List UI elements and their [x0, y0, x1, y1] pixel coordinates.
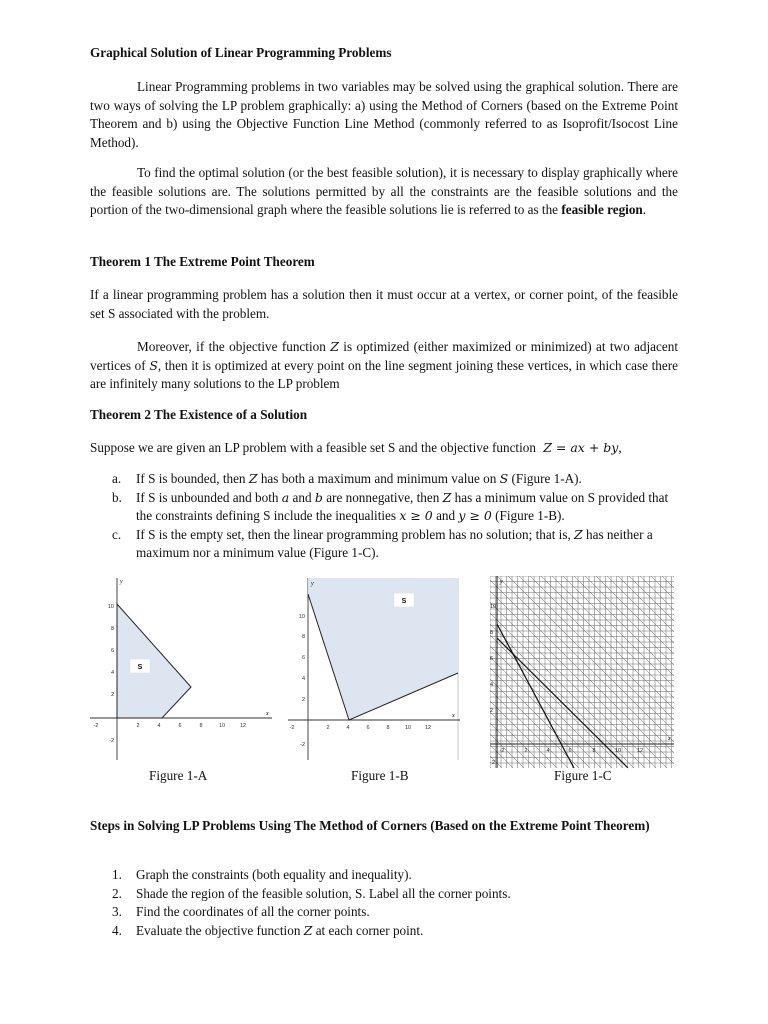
- list-text: Find the coordinates of all the corner points.: [136, 904, 370, 920]
- y-tick-label: 6: [301, 655, 305, 661]
- hatch-line: [488, 576, 579, 768]
- list-math: S: [499, 471, 509, 486]
- x-tick-label: 10: [614, 748, 622, 754]
- y-tick-label: 10: [490, 604, 497, 610]
- list-text: If S is bounded, then: [136, 471, 249, 486]
- figure-1c-graph: [488, 574, 676, 770]
- x-tick-label: 8: [199, 723, 203, 729]
- t2-intro-end: ,: [618, 440, 622, 455]
- y-tick-label: 4: [110, 670, 114, 676]
- t1p2-a: Moreover, if the objective function: [137, 339, 331, 354]
- y-axis-label: y: [120, 579, 123, 585]
- y-tick-label: 10: [107, 604, 114, 610]
- figure-1a-caption: Figure 1-A: [149, 768, 208, 783]
- x-tick-label: 12: [239, 723, 247, 729]
- theorem-2-heading: Theorem 2 The Existence of a Solution: [90, 407, 308, 422]
- region-label: S: [137, 664, 143, 671]
- x-tick-label: 2: [524, 748, 528, 754]
- theorem-1-paragraph-2: [90, 338, 678, 394]
- x-tick-label: 6: [568, 748, 572, 754]
- x-tick-label: 10: [218, 723, 226, 729]
- steps-heading: Steps in Solving LP Problems Using The Method of Corners (Based on the Extreme Point Theorem): [90, 818, 650, 833]
- document-title: Graphical Solution of Linear Programming Problems: [90, 45, 392, 60]
- list-text: at each corner point.: [312, 922, 424, 938]
- figure-1a-graph: [86, 574, 276, 764]
- list-item: [90, 922, 678, 941]
- x-tick-label: 6: [366, 725, 370, 731]
- x-tick-label: 12: [424, 725, 432, 731]
- t2-intro-text: Suppose we are given an LP problem with a feasible set S and the objective function: [90, 440, 540, 455]
- x-axis-label: x: [668, 736, 671, 742]
- theorem-2-intro: [90, 439, 678, 458]
- list-text: Shade the region of the feasible solution, S. Label all the corner points.: [136, 885, 511, 901]
- list-text: and: [289, 489, 315, 505]
- x-tick-label: 10: [404, 725, 412, 731]
- figure-1b-graph: [284, 574, 464, 764]
- y-axis-label: y: [311, 581, 314, 587]
- list-marker: 4.: [112, 922, 122, 938]
- y-tick-label: -2: [109, 738, 114, 744]
- theorem-1-paragraph-1: If a linear programming problem has a solution then it must occur at a vertex, or corner point, of the feasible set S associated with the problem.: [90, 287, 678, 321]
- theorem-1-heading: Theorem 1 The Extreme Point Theorem: [90, 254, 315, 269]
- x-tick-label: 8: [592, 748, 596, 754]
- x-tick-label: 4: [546, 748, 550, 754]
- intro-p2-text: To find the optimal solution (or the best feasible solution), it is necessary to display graphically where the feasible solutions are. The solutions permitted by all the constraints are the feasible solutions and the portion of the two-dimensional graph where the feasible solutions lie is referred to as the: [90, 165, 678, 218]
- list-text: Evaluate the objective function: [136, 922, 304, 938]
- theorem-2-list: [90, 470, 678, 563]
- x-tick-label: -2: [499, 748, 505, 754]
- list-marker: c.: [112, 526, 122, 542]
- list-math: Z: [574, 526, 583, 542]
- constraint-line-2: [497, 638, 628, 768]
- intro-paragraph-2: [90, 164, 678, 220]
- y-tick-label: -2: [300, 742, 305, 748]
- t1p2-z: Z: [330, 339, 339, 354]
- y-tick-label: 4: [490, 682, 494, 688]
- list-text: Graph the constraints (both equality and inequality).: [136, 867, 412, 882]
- x-tick-label: 4: [346, 725, 350, 731]
- x-tick-label: 2: [136, 723, 140, 729]
- list-item: [90, 866, 678, 885]
- list-marker: 1.: [112, 867, 122, 882]
- list-math: b: [314, 489, 323, 505]
- list-text: has neither a maximum nor a minimum value (Figure 1-C).: [136, 526, 653, 561]
- list-marker: b.: [112, 489, 122, 505]
- hatch-line: [563, 576, 676, 768]
- x-axis-label: x: [452, 713, 455, 719]
- hatch-line: [488, 576, 601, 768]
- y-tick-label: 2: [110, 692, 114, 698]
- list-math: y ≥ 0: [458, 508, 492, 524]
- intro-p2-end: .: [642, 202, 647, 218]
- list-marker: 3.: [112, 904, 122, 920]
- list-item: [90, 885, 678, 904]
- x-tick-label: 4: [157, 723, 161, 729]
- y-tick-label: 10: [298, 614, 305, 620]
- list-text: and: [432, 508, 459, 524]
- feasible-region-s: [308, 578, 458, 720]
- list-item: [90, 903, 678, 922]
- steps-list: [90, 866, 678, 940]
- grid-pattern: [488, 576, 676, 768]
- region-label: S: [401, 598, 407, 605]
- list-marker: 2.: [112, 885, 122, 901]
- list-text: If S is unbounded and both: [136, 489, 282, 505]
- y-tick-label: 4: [301, 676, 305, 682]
- list-math: Z: [442, 489, 452, 505]
- list-text: has a minimum value on S provided that the constraints defining S include the inequalities: [136, 489, 669, 524]
- hatch-line: [519, 576, 676, 768]
- list-math: Z: [248, 471, 258, 486]
- figure-1a: [86, 574, 276, 764]
- y-tick-label: 2: [490, 708, 494, 714]
- list-math: a: [281, 489, 290, 505]
- list-marker: a.: [112, 471, 122, 486]
- x-tick-label: 2: [326, 725, 330, 731]
- t2-formula: Z = ax + by: [543, 440, 619, 455]
- list-text: has both a maximum and minimum value on: [257, 471, 500, 486]
- x-axis-label: x: [266, 711, 269, 717]
- x-tick-label: -2: [93, 723, 99, 729]
- list-math: x ≥ 0: [399, 508, 433, 524]
- figure-1c-caption: Figure 1-C: [554, 768, 612, 783]
- x-tick-label: -2: [289, 725, 295, 731]
- intro-paragraph-1: Linear Programming problems in two variables may be solved using the graphical solution. There are two ways of solving the LP problem graphically: a) using the Method of Corners (based on the Extreme Point Theorem and b) using the Objective Function Line Method (commonly referred to as Isoprofit/Isocost Line Method).: [90, 79, 678, 150]
- y-tick-label: 8: [301, 634, 305, 640]
- t1p2-b: is optimized (either maximized or minimized) at two adjacent vertices of: [90, 339, 678, 373]
- feasible-region-s: [117, 604, 191, 718]
- hatch-line: [488, 576, 645, 768]
- list-text: (Figure 1-A).: [508, 471, 582, 486]
- hatch-line: [607, 576, 676, 768]
- list-text: are nonnegative, then: [322, 489, 443, 505]
- x-tick-label: 8: [386, 725, 390, 731]
- figure-1b: [284, 574, 464, 764]
- y-tick-label: 8: [110, 626, 114, 632]
- list-text: If S is the empty set, then the linear programming problem has no solution; that is,: [136, 526, 575, 542]
- list-math: Z: [303, 922, 313, 938]
- list-item: [90, 526, 678, 563]
- t1p2-c: , then it is optimized at every point on the line segment joining these vertices, in which case there are infinitely many solutions to the LP problem: [90, 357, 678, 392]
- list-item: [90, 470, 678, 489]
- x-tick-label: 12: [636, 748, 644, 754]
- figure-1b-caption: Figure 1-B: [351, 768, 409, 783]
- t1p2-s: S: [149, 357, 158, 373]
- y-tick-label: 2: [301, 697, 305, 703]
- y-tick-label: -2: [490, 760, 495, 766]
- list-text: (Figure 1-B).: [491, 508, 565, 524]
- y-tick-label: 8: [490, 630, 494, 636]
- y-tick-label: 6: [110, 648, 114, 654]
- y-axis-label: y: [500, 579, 503, 585]
- figure-1c: [488, 574, 676, 770]
- list-item: [90, 489, 678, 526]
- y-tick-label: 6: [490, 656, 494, 662]
- x-tick-label: 6: [178, 723, 182, 729]
- hatch-line: [673, 576, 676, 768]
- feasible-region-term: feasible region: [561, 202, 643, 218]
